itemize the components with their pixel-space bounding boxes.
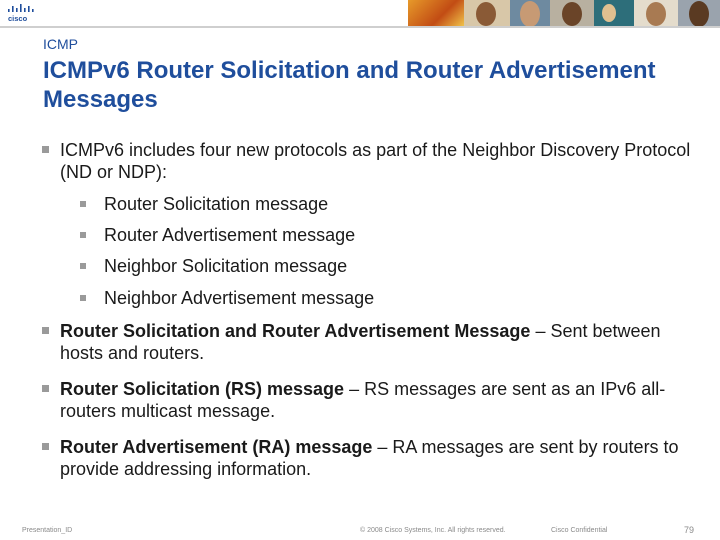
cisco-wordmark: cisco	[8, 14, 28, 23]
sub-bullet-item	[80, 287, 680, 309]
header-photo-strip	[408, 0, 720, 26]
bullet-term: Router Solicitation and Router Advertisement Message	[60, 321, 531, 341]
bullet-square-icon	[80, 295, 86, 301]
bullet-rs	[42, 378, 702, 422]
footer-confidential: Cisco Confidential	[551, 527, 608, 534]
sub-bullet-text: Neighbor Solicitation message	[104, 256, 348, 276]
header-photo	[550, 0, 594, 26]
section-label: ICMP	[43, 36, 78, 52]
bullet-description: – Sent between hosts and routers.	[60, 321, 661, 363]
header-band	[0, 0, 720, 26]
sub-bullet-text: Router Advertisement message	[104, 225, 356, 245]
bullet-square-icon	[80, 201, 86, 207]
page-number: 79	[684, 525, 695, 535]
bullet-term: Router Solicitation (RS) message	[60, 379, 345, 399]
bullet-intro-text: ICMPv6 includes four new protocols as part of the Neighbor Discovery Protocol (ND or NDP):	[60, 140, 691, 182]
bullet-description: – RA messages are sent by routers to provide addressing information.	[60, 437, 679, 479]
bullet-square-icon	[80, 232, 86, 238]
footer-copyright: © 2008 Cisco Systems, Inc. All rights reserved.	[360, 527, 506, 534]
header-photo	[634, 0, 678, 26]
bullet-square-icon	[42, 443, 49, 450]
sub-bullet-text: Router Solicitation message	[104, 194, 329, 214]
sub-bullet-item	[80, 193, 680, 215]
bullet-intro	[42, 139, 702, 183]
bullet-square-icon	[42, 146, 49, 153]
bullet-description: – RS messages are sent as an IPv6 all-routers multicast message.	[60, 379, 666, 421]
bullet-rs-text	[42, 378, 702, 422]
footer-presentation-id: Presentation_ID	[22, 527, 73, 534]
header-photo	[464, 0, 510, 26]
sub-bullet-item	[80, 224, 680, 246]
header-photo	[510, 0, 550, 26]
cisco-bridge-icon	[8, 4, 34, 12]
sub-bullet-item	[80, 255, 680, 277]
bullet-rs-ra-text	[42, 320, 702, 364]
bullet-term: Router Advertisement (RA) message	[60, 437, 373, 457]
slide-title: ICMPv6 Router Solicitation and Router Advertisement Messages	[43, 57, 656, 113]
sub-bullet-text: Neighbor Advertisement message	[104, 288, 375, 308]
bullet-square-icon	[42, 327, 49, 334]
header-photo	[678, 0, 720, 26]
cisco-logo	[6, 3, 42, 23]
bullet-ra-text	[42, 436, 702, 480]
bullet-ra	[42, 436, 702, 480]
header-divider	[0, 26, 720, 28]
header-photo	[408, 0, 464, 26]
header-photo	[594, 0, 634, 26]
bullet-square-icon	[80, 263, 86, 269]
bullet-square-icon	[42, 385, 49, 392]
bullet-rs-ra	[42, 320, 702, 364]
